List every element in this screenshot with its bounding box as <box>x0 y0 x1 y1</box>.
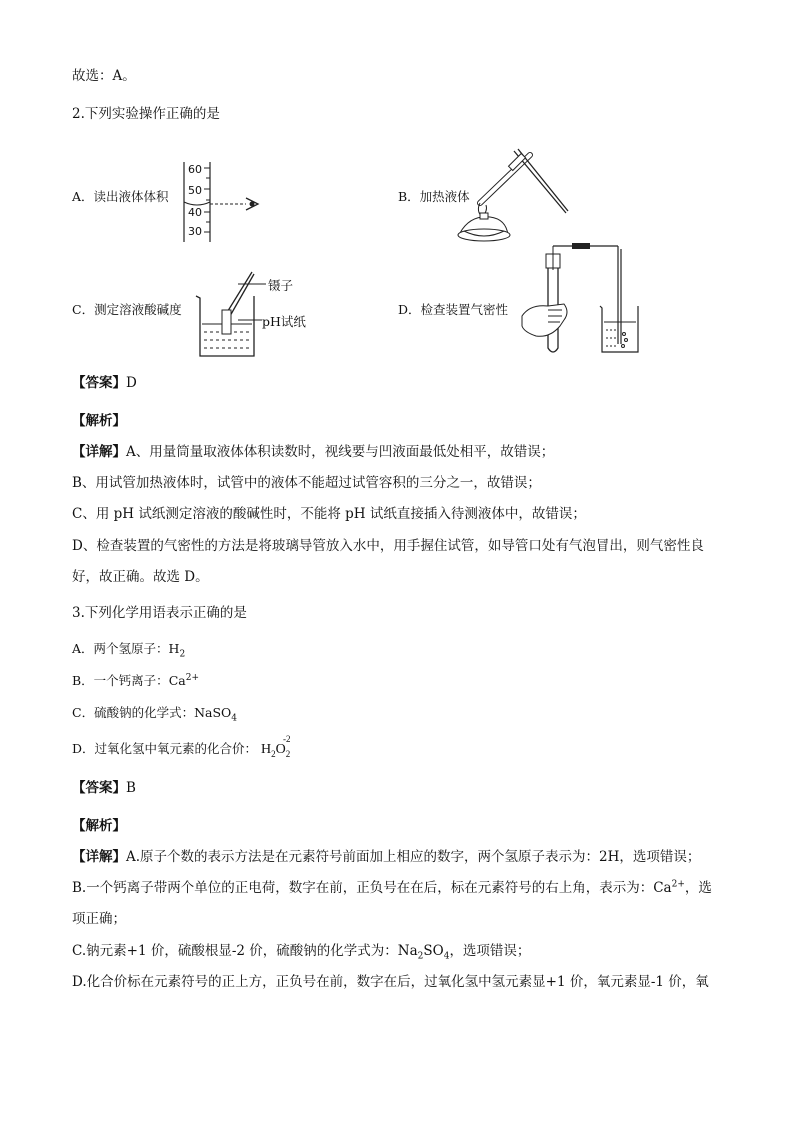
label-tweezers: 镊子 <box>268 278 294 293</box>
detail-text: A.原子个数的表示方法是在元素符号前面加上相应的数字，两个氢原子表示为：2H，选项错误； <box>126 849 701 865</box>
detail-tag: 【详解】 <box>72 444 126 460</box>
text-end: ，选项错误； <box>449 943 531 959</box>
q2-detail-line-5: 好，故正确。故选 D。 <box>72 569 209 585</box>
h-subscript: 2 <box>271 748 276 759</box>
subscript: 2 <box>179 649 186 660</box>
q3-option-b <box>72 672 199 690</box>
answer-value: D <box>126 375 137 391</box>
figure-airtightness <box>520 240 650 358</box>
formula: Ca <box>168 673 186 688</box>
formula-h: H <box>261 742 272 757</box>
q3-option-a <box>72 640 185 658</box>
detail-tag: 【详解】 <box>72 849 126 865</box>
q3-analysis-tag: 【解析】 <box>72 818 126 834</box>
text: B.一个钙离子带两个单位的正电荷，数字在前，正负号在在后，标在元素符号的右上角，表示为： <box>72 880 654 896</box>
ion-charge: 2+ <box>671 879 685 890</box>
o-subscript: 2 <box>285 748 291 759</box>
tick-label-60: 60 <box>188 163 202 176</box>
subscript: 4 <box>231 713 238 724</box>
q2-answer <box>72 374 137 392</box>
superscript: 2+ <box>185 672 199 683</box>
tick-label-30: 30 <box>188 225 202 238</box>
text: C.钠元素+1 价，硫酸根显-2 价，硫酸钠的化学式为：Na <box>72 943 418 959</box>
q3-option-d <box>72 734 291 759</box>
figure-heating-liquid <box>440 145 570 249</box>
subscript-2: 4 <box>443 951 450 962</box>
q2-detail-line-3: C、用 pH 试纸测定溶液的酸碱性时，不能将 pH 试纸直接插入待测液体中，故错误； <box>72 506 586 522</box>
subscript-1: 2 <box>417 951 424 962</box>
label-ph-paper: pH试纸 <box>262 314 306 329</box>
q2-option-a: A．读出液体体积 <box>72 189 169 204</box>
option-text: C．硫酸钠的化学式： <box>72 705 195 720</box>
q2-stem: 2.下列实验操作正确的是 <box>72 106 220 122</box>
text-end: ，选 <box>684 880 712 896</box>
q2-analysis-tag: 【解析】 <box>72 413 126 429</box>
q2-detail-line-4: D、检查装置的气密性的方法是将玻璃导管放入水中，用手握住试管，如导管口处有气泡冒出，则气密性良 <box>72 538 704 554</box>
q3-answer <box>72 779 136 797</box>
valence-mark: -2 <box>283 734 291 744</box>
q2-option-b: B．加热液体 <box>398 189 470 204</box>
ion: Ca <box>653 880 672 896</box>
q2-detail-line-2: B、用试管加热液体时，试管中的液体不能超过试管容积的三分之一，故错误； <box>72 475 541 491</box>
tick-label-40: 40 <box>188 206 202 219</box>
q3-detail-line-a <box>72 848 700 866</box>
q3-detail-line-b2: 项正确； <box>72 911 126 927</box>
q3-option-c <box>72 704 237 722</box>
option-text: D．过氧化氢中氧元素的化合价： <box>72 741 258 756</box>
option-text: A．两个氢原子： <box>72 641 169 656</box>
q3-detail-line-b1 <box>72 879 712 897</box>
formula: H <box>168 641 180 656</box>
q2-option-d: D．检查装置气密性 <box>398 302 509 317</box>
tick-label-50: 50 <box>188 184 202 197</box>
answer-value: B <box>126 780 136 796</box>
detail-text: A、用量筒量取液体体积读数时，视线要与凹液面最低处相平，故错误； <box>126 444 555 460</box>
q3-stem: 3.下列化学用语表示正确的是 <box>72 605 247 621</box>
q3-detail-line-c <box>72 942 530 960</box>
q2-option-c: C．测定溶液酸碱度 <box>72 302 182 317</box>
valence-formula <box>261 734 291 759</box>
answer-tag: 【答案】 <box>72 780 126 796</box>
formula: NaSO <box>194 705 232 720</box>
text-mid: SO <box>423 943 444 959</box>
q1-conclusion: 故选：A。 <box>72 68 136 84</box>
q3-detail-line-d: D.化合价标在元素符号的正上方，正负号在前，数字在后，过氧化氢中氢元素显+1 价，氧元素显-1 价，氧 <box>72 974 709 990</box>
formula-o: O <box>275 742 286 757</box>
q2-detail-line-1 <box>72 443 554 461</box>
option-text: B．一个钙离子： <box>72 673 169 688</box>
answer-tag: 【答案】 <box>72 375 126 391</box>
